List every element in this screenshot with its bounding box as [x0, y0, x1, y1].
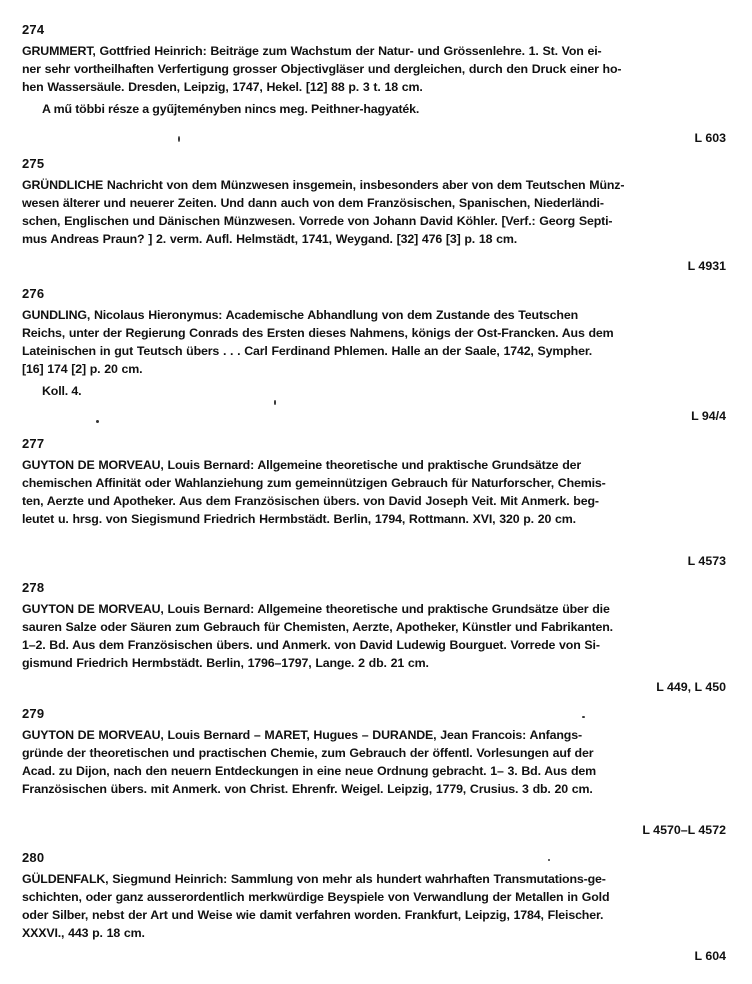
entry-line: schichten, oder ganz ausserordentlich merkwürdige Beyspiele von Verwandlung der Metallen in Gold [22, 890, 610, 904]
scan-speck [178, 136, 180, 142]
entry-note: A mű többi része a gyűjteményben nincs meg. Peithner-hagyaték. [42, 102, 420, 116]
entry-line: leutet u. hrsg. von Siegismund Friedrich Hermbstädt. Berlin, 1794, Rottmann. XVI, 320 p. 20 cm. [22, 512, 576, 526]
entry-number: 274 [22, 22, 45, 37]
entry-description [22, 726, 734, 798]
shelfmark: L 94/4 [691, 409, 726, 423]
entry-line: gismund Friedrich Hermbstädt. Berlin, 1796–1797, Lange. 2 db. 21 cm. [22, 656, 429, 670]
scan-speck [548, 859, 550, 861]
entry-line: [16] 174 [2] p. 20 cm. [22, 362, 143, 376]
entry-description [22, 42, 734, 96]
entry-line: GÜLDENFALK, Siegmund Heinrich: Sammlung von mehr als hundert wahrhaften Transmutations-ge- [22, 872, 606, 886]
scan-speck [582, 716, 585, 718]
entry-line: GUYTON DE MORVEAU, Louis Bernard: Allgemeine theoretische und praktische Grundsätze der [22, 458, 582, 472]
shelfmark: L 603 [694, 131, 726, 145]
entry-description [22, 600, 734, 672]
catalog-entry-275 [22, 156, 734, 248]
shelfmark: L 4570–L 4572 [642, 823, 726, 837]
entry-number: 277 [22, 436, 45, 451]
entry-line: GRÜNDLICHE Nachricht von dem Münzwesen insgemein, insbesonders aber von dem Teutschen Münz- [22, 178, 625, 192]
entry-line: hen Wassersäule. Dresden, Leipzig, 1747, Hekel. [12] 88 p. 3 t. 18 cm. [22, 80, 423, 94]
catalog-entry-277 [22, 436, 734, 528]
entry-line: oder Silber, nebst der Art und Weise wie damit verfahren worden. Frankfurt, Leipzig, 1784, Fleischer. [22, 908, 604, 922]
shelfmark: L 449, L 450 [656, 680, 726, 694]
catalog-entry-280 [22, 850, 734, 942]
entry-line: XXXVI., 443 p. 18 cm. [22, 926, 145, 940]
entry-number: 276 [22, 286, 45, 301]
entry-number: 280 [22, 850, 45, 865]
entry-line: Französischen übers. mit Anmerk. von Christ. Ehrenfr. Weigel. Leipzig, 1779, Crusius. 3 db. 20 cm. [22, 782, 593, 796]
entry-line: ten, Aerzte und Apotheker. Aus dem Französischen übers. von David Joseph Veit. Mit Anmerk. beg- [22, 494, 599, 508]
entry-line: sauren Salze oder Säuren zum Gebrauch für Chemisten, Aerzte, Apotheker, Künstler und Fabrikanten. [22, 620, 613, 634]
entry-line: Lateinischen in gut Teutsch übers . . . Carl Ferdinand Phlemen. Halle an der Saale, 1742, Sympher. [22, 344, 593, 358]
entry-line: 1–2. Bd. Aus dem Französischen übers. und Anmerk. von David Ludewig Bourguet. Vorrede von Si- [22, 638, 600, 652]
entry-line: gründe der theoretischen und practischen Chemie, zum Gebrauch der öffentl. Vorlesungen auf der [22, 746, 594, 760]
entry-line: Reichs, unter der Regierung Conrads des Ersten dieses Nahmens, königs der Ost-Francken. Aus dem [22, 326, 614, 340]
entry-number: 279 [22, 706, 45, 721]
catalog-entry-276 [22, 286, 734, 400]
entry-description [22, 456, 734, 528]
entry-description [22, 306, 734, 378]
catalog-entry-274 [22, 22, 734, 118]
entry-line: ner sehr vortheilhaften Verfertigung grosser Objectivgläser und dergleichen, durch den Druck einer ho- [22, 62, 622, 76]
entry-line: GUYTON DE MORVEAU, Louis Bernard: Allgemeine theoretische und praktische Grundsätze über die [22, 602, 610, 616]
entry-note: Koll. 4. [42, 384, 82, 398]
entry-line: schen, Englischen und Dänischen Münzwesen. Vorrede von Johann David Köhler. [Verf.: Georg Septi- [22, 214, 613, 228]
shelfmark: L 4573 [687, 554, 726, 568]
entry-line: chemischen Affinität oder Wahlanziehung zum gemeinnützigen Gebrauch für Naturforscher, Chemis- [22, 476, 606, 490]
entry-line: wesen älterer und neuerer Zeiten. Und dann auch von dem Französischen, Spanischen, Niederländi- [22, 196, 604, 210]
entry-line: GUYTON DE MORVEAU, Louis Bernard – MARET, Hugues – DURANDE, Jean Francois: Anfangs- [22, 728, 582, 742]
shelfmark: L 604 [694, 949, 726, 963]
entry-line: Acad. zu Dijon, nach den neuern Entdeckungen in eine neue Ordnung gebracht. 1– 3. Bd. Aus dem [22, 764, 596, 778]
entry-description [22, 870, 734, 942]
entry-number: 275 [22, 156, 45, 171]
catalog-entry-279 [22, 706, 734, 798]
entry-line: GUNDLING, Nicolaus Hieronymus: Academische Abhandlung von dem Zustande des Teutschen [22, 308, 578, 322]
entry-number: 278 [22, 580, 45, 595]
scan-speck [274, 400, 276, 405]
entry-line: GRUMMERT, Gottfried Heinrich: Beiträge zum Wachstum der Natur- und Grössenlehre. 1. St. Von ei- [22, 44, 602, 58]
entry-description [22, 176, 734, 248]
entry-line: mus Andreas Praun? ] 2. verm. Aufl. Helmstädt, 1741, Weygand. [32] 476 [3] p. 18 cm. [22, 232, 518, 246]
shelfmark: L 4931 [687, 259, 726, 273]
catalog-entry-278 [22, 580, 734, 672]
scan-speck [96, 420, 99, 423]
